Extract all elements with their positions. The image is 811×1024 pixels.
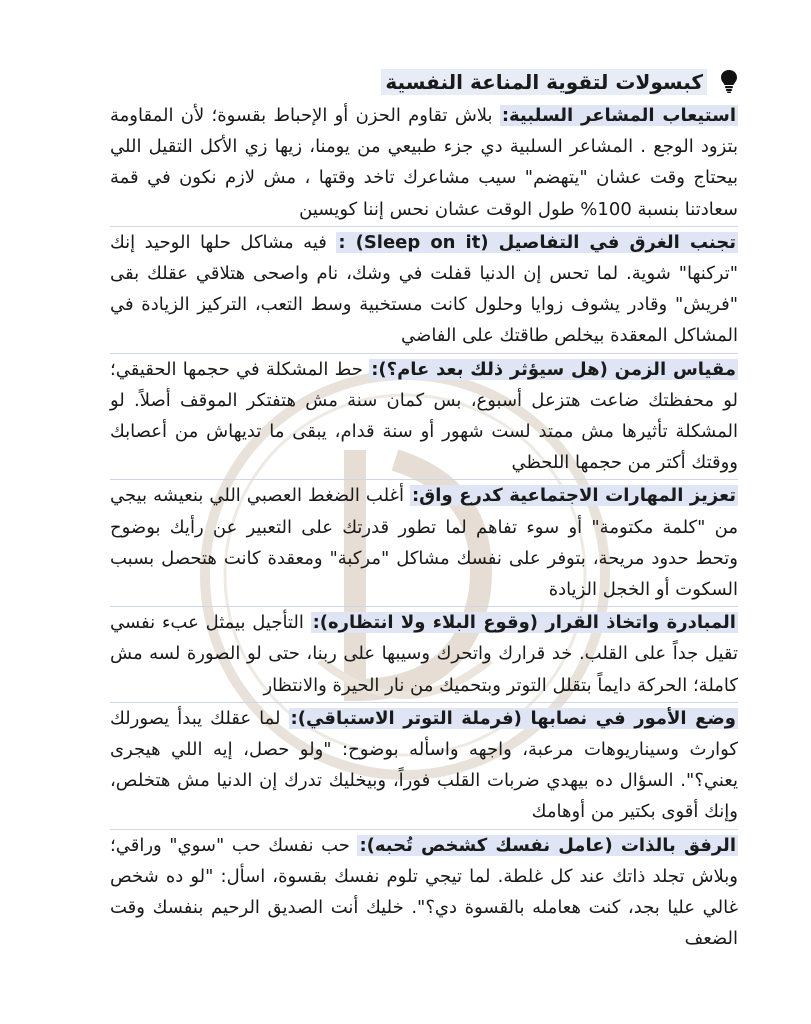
section-heading: تجنب الغرق في التفاصيل (Sleep on it) : bbox=[338, 231, 736, 253]
section-heading: وضع الأمور في نصابها (فرملة التوتر الاستباقي): bbox=[290, 707, 736, 729]
section-heading: مقياس الزمن (هل سيؤثر ذلك بعد عام؟): bbox=[371, 358, 736, 380]
section-heading: الرفق بالذات (عامل نفسك كشخص تُحبه): bbox=[359, 834, 736, 856]
title-text: كبسولات لتقوية المناعة النفسية bbox=[381, 69, 707, 95]
page-title bbox=[110, 66, 738, 98]
section-7 bbox=[110, 830, 738, 955]
section-5 bbox=[110, 607, 738, 701]
section-heading: المبادرة واتخاذ القرار (وقوع البلاء ولا انتظاره): bbox=[312, 612, 736, 634]
section-body: بلاش تقاوم الحزن أو الإحباط بقسوة؛ لأن المقاومة بتزود الوجع . المشاعر السلبية دي جزء طبيعي من يومنا، زيها زي الأكل التقيل اللي بيحتاج وقت عشان "يتهضم" سيب مشاعرك تاخد وقتها ، مش لازم نكون في قمة سعادتنا بنسبة 100% طول الوقت عشان نحس إننا كويسين bbox=[110, 105, 738, 220]
section-heading: استيعاب المشاعر السلبية: bbox=[501, 105, 736, 126]
article bbox=[110, 66, 738, 955]
section-1 bbox=[110, 100, 738, 225]
section-3 bbox=[110, 354, 738, 479]
section-body: أغلب الضغط العصبي اللي بنعيشه بيجي من "كلمة مكتومة" أو سوء تفاهم لما تطور قدرتك على التعبير عن رأيك بوضوح وتحط حدود مريحة، بتوفر على نفسك مشاكل "مركبة" ومعقدة كانت هتحصل بسبب السكوت أو الخجل الزيادة bbox=[110, 485, 738, 601]
section-heading: تعزيز المهارات الاجتماعية كدرع واق: bbox=[411, 485, 736, 507]
section-6 bbox=[110, 703, 738, 828]
section-body: حط المشكلة في حجمها الحقيقي؛ لو محفظتك ضاعت هتزعل أسبوع، بس كمان سنة مش هتفتكر الموقف أصلاً. لو المشكلة تأثيرها مش ممتد لست شهور أو سنة قدام، يبقى ما تديهاش من أعصابك ووقتك أكتر من حجمها اللحظي bbox=[110, 358, 738, 474]
section-4 bbox=[110, 480, 738, 605]
lightbulb-icon bbox=[720, 69, 738, 93]
section-body: التأجيل بيمثل عبء نفسي تقيل جداً على القلب. خد قرارك واتحرك وسيبها على ربنا، حتى لو الصورة لسه مش كاملة؛ الحركة دايماً بتقلل التوتر وبتحميك من نار الحيرة والانتظار bbox=[110, 612, 738, 696]
section-body: فيه مشاكل حلها الوحيد إنك "تركنها" شوية. لما تحس إن الدنيا قفلت في وشك، نام واصحى هتلاقي عقلك بقى "فريش" وقادر يشوف زوايا وحلول كانت مستخبية وسط التعب، التركيز الزيادة في المشاكل المعقدة بيخلص طاقتك على الفاضي bbox=[110, 231, 738, 347]
section-body: لما عقلك يبدأ يصورلك كوارث وسيناريوهات مرعبة، واجهه واسأله بوضوح: "ولو حصل، إيه اللي هيجرى يعني؟". السؤال ده بيهدي ضربات القلب فوراً، وبيخليك تدرك إن الدنيا مش هتخلص، وإنك أقوى بكتير من أوهامك bbox=[110, 707, 738, 823]
section-2 bbox=[110, 227, 738, 352]
section-body: حب نفسك حب "سوي" وراقي؛ وبلاش تجلد ذاتك عند كل غلطة. لما تيجي تلوم نفسك بقسوة، اسأل: "لو ده شخص غالي عليا بجد، كنت هعامله بالقسوة دي؟". خليك أنت الصديق الرحيم بنفسك وقت الضعف bbox=[110, 834, 738, 950]
